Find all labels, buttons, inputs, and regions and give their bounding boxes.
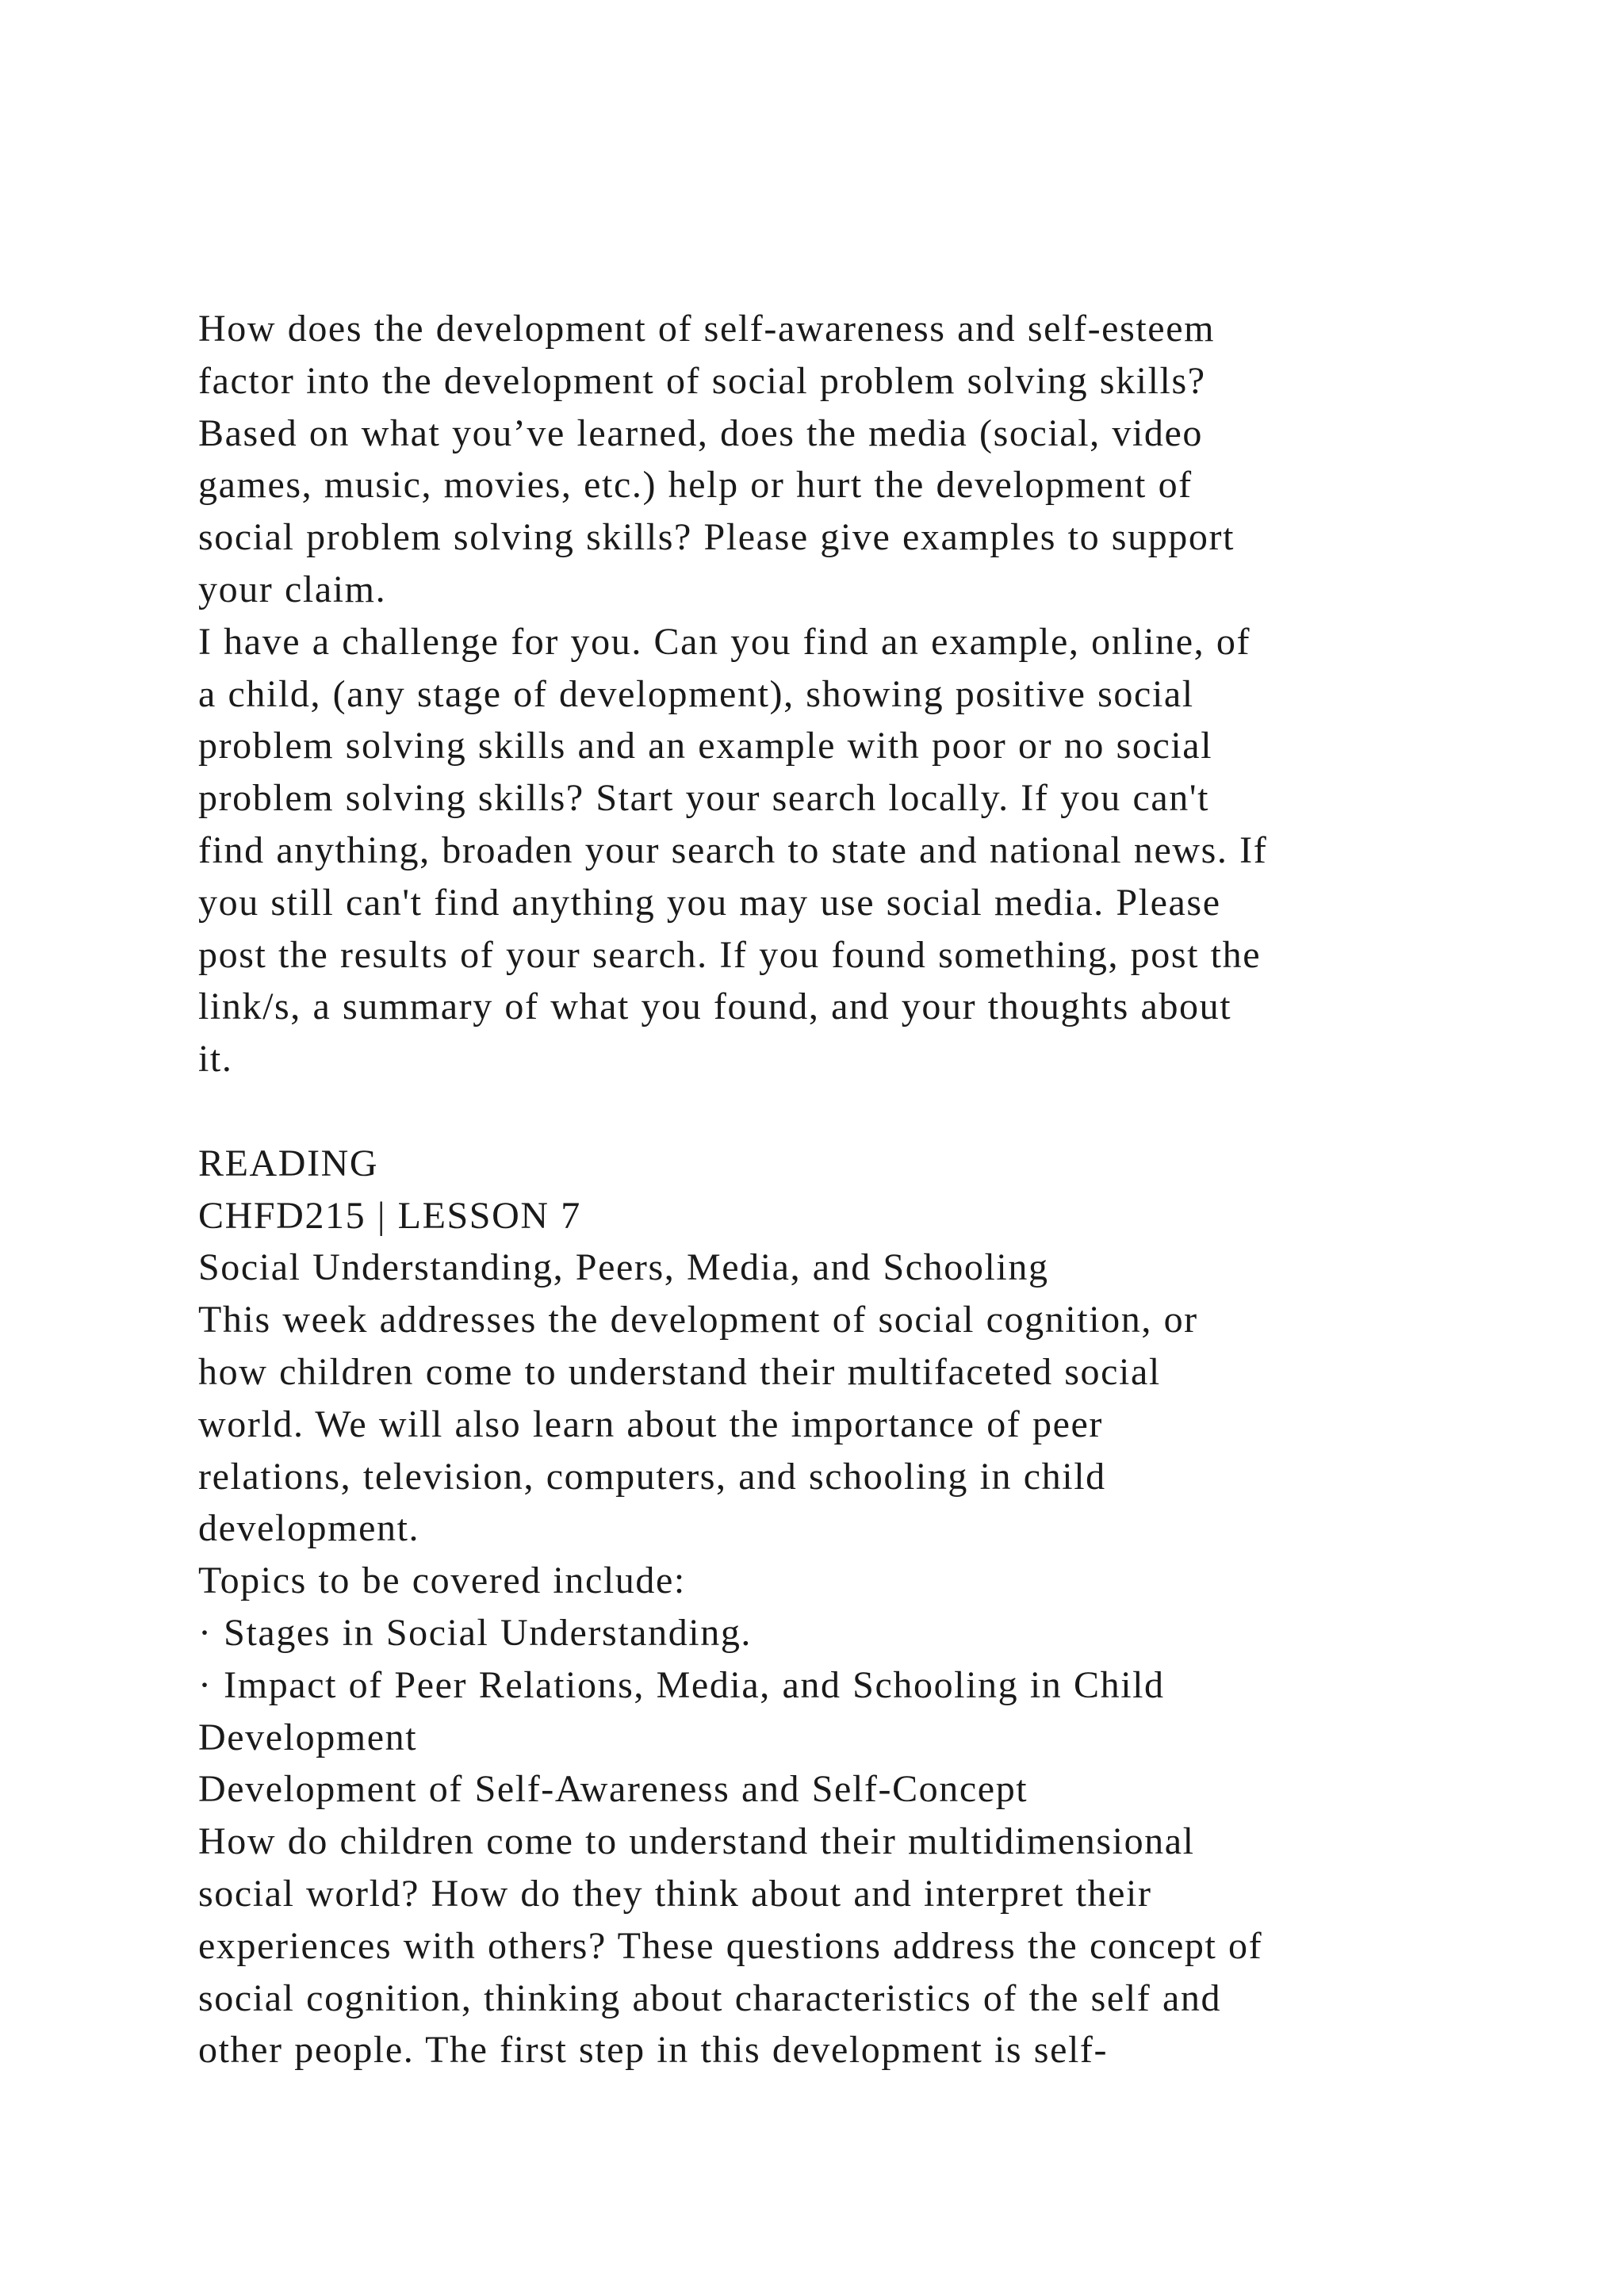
lesson-title: Social Understanding, Peers, Media, and Schooling — [198, 1246, 1049, 1289]
text-line: experiences with others? These questions address the concept of — [198, 1924, 1263, 1967]
text-line: other people. The first step in this development is self- — [198, 2029, 1109, 2072]
text-line: social problem solving skills? Please give examples to support — [198, 516, 1235, 559]
text-line: social cognition, thinking about characteristics of the self and — [198, 1976, 1222, 2019]
text-line: Based on what you’ve learned, does the media (social, video — [198, 411, 1204, 454]
text-line: How do children come to understand their multidimensional — [198, 1820, 1195, 1863]
section-heading-reading: READING — [198, 1142, 379, 1184]
text-line: This week addresses the development of social cognition, or — [198, 1299, 1198, 1341]
text-line: How does the development of self-awareness and self-esteem — [198, 308, 1216, 350]
document-text — [198, 303, 1499, 2076]
text-line: link/s, a summary of what you found, and your thoughts about — [198, 985, 1232, 1028]
text-line: development. — [198, 1507, 420, 1550]
text-line: your claim. — [198, 568, 387, 610]
text-line: post the results of your search. If you found something, post the — [198, 933, 1262, 976]
text-line: social world? How do they think about and interpret their — [198, 1872, 1152, 1915]
text-line: you still can't find anything you may use social media. Please — [198, 881, 1221, 924]
text-line: world. We will also learn about the importance of peer — [198, 1402, 1103, 1445]
topics-heading: Topics to be covered include: — [198, 1559, 686, 1602]
text-line: relations, television, computers, and schooling in child — [198, 1455, 1106, 1498]
text-line: a child, (any stage of development), showing positive social — [198, 672, 1194, 715]
blank-line — [198, 1085, 1499, 1138]
text-line: find anything, broaden your search to state and national news. If — [198, 828, 1268, 871]
subsection-heading: Development of Self-Awareness and Self-Concept — [198, 1768, 1028, 1811]
topic-list-item: · Impact of Peer Relations, Media, and Schooling in Child — [198, 1663, 1165, 1706]
text-line: problem solving skills and an example with poor or no social — [198, 725, 1213, 767]
text-line: how children come to understand their multifaceted social — [198, 1350, 1161, 1393]
text-line: factor into the development of social problem solving skills? — [198, 359, 1206, 402]
text-line: I have a challenge for you. Can you find an example, online, of — [198, 620, 1251, 663]
topic-list-item: · Stages in Social Understanding. — [198, 1611, 753, 1654]
text-line: it. — [198, 1038, 233, 1081]
text-line: problem solving skills? Start your search locally. If you can't — [198, 777, 1210, 820]
course-lesson-heading: CHFD215 | LESSON 7 — [198, 1194, 581, 1237]
topic-list-item-continuation: Development — [198, 1716, 418, 1758]
text-line: games, music, movies, etc.) help or hurt the development of — [198, 464, 1193, 507]
